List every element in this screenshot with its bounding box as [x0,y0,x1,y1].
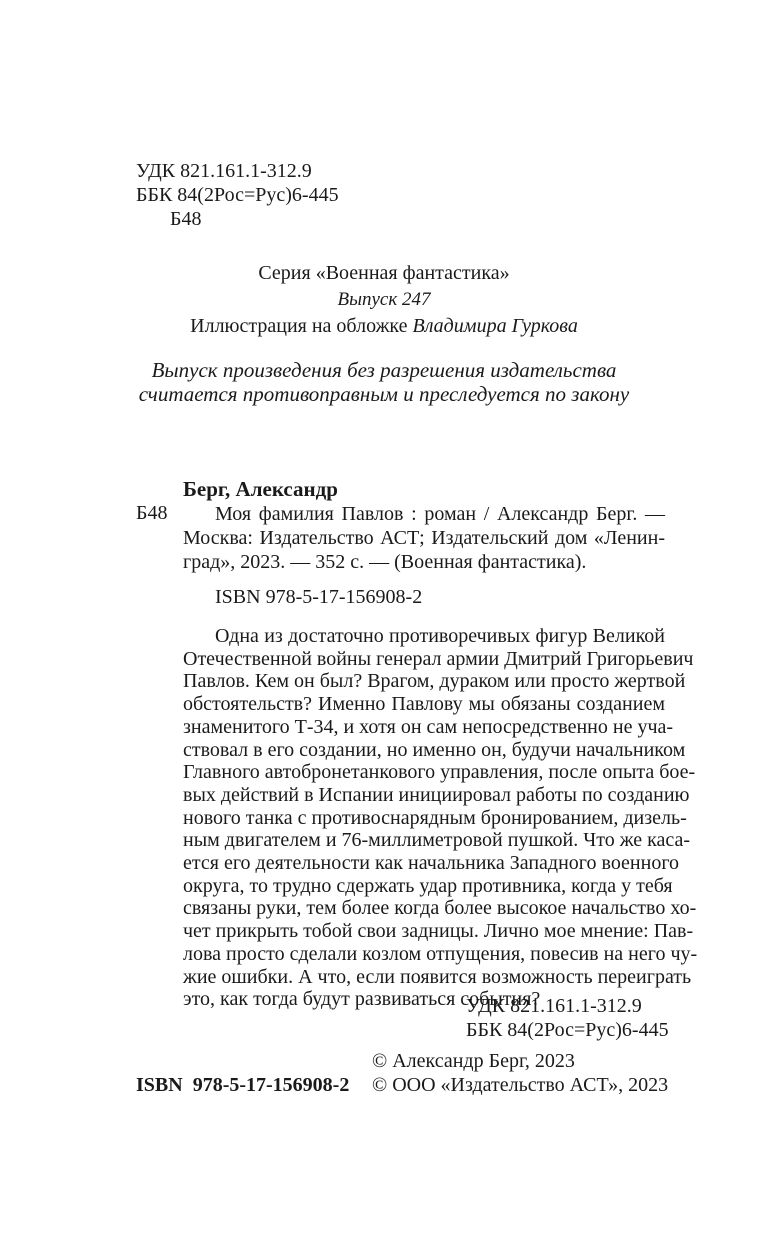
annotation-line: нового танка с противоснарядным бронированием, дизель- [183,806,687,829]
bib-line: Моя фамилия Павлов : роман / Александр Берг. — [215,503,665,525]
bib-isbn: ISBN 978-5-17-156908-2 [215,586,423,608]
bib-author: Берг, Александр [183,477,338,501]
footer-udk: УДК 821.161.1-312.9 [466,995,642,1017]
illustration-credit [0,315,768,338]
bib-line: Москва: Издательство АСТ; Издательский дом «Ленин- [183,527,665,549]
annotation-line: Павлов. Кем он был? Врагом, дураком или просто жертвой [183,670,686,693]
annotation-line: Главного автобронетанкового управления, после опыта бое- [183,761,696,784]
bib-line: град», 2023. — 352 с. — (Военная фантастика). [183,551,587,573]
annotation-line: связаны руки, тем более когда более высокое начальство хо- [183,897,697,920]
annotation-line: жие ошибки. А что, если появится возможность переиграть [183,965,692,988]
warning-line-1: Выпуск произведения без разрешения издательства [151,358,617,382]
header-udk: УДК 821.161.1-312.9 [136,160,312,182]
annotation-line: ется его деятельности как начальника Западного военного [183,852,680,875]
header-code: Б48 [170,208,202,230]
annotation-line: это, как тогда будут развиваться события? [183,988,541,1011]
annotation-line: чет прикрыть тобой свои задницы. Лично мое мнение: Пав- [183,920,694,943]
annotation-line: Отечественной войны генерал армии Дмитрий Григорьевич [183,647,694,670]
copyright-publisher: © ООО «Издательство АСТ», 2023 [372,1074,669,1096]
illustrator-name: Владимира Гуркова [412,315,578,337]
header-bbk: ББК 84(2Рос=Рус)6-445 [136,184,339,206]
annotation-line: знаменитого Т-34, и хотя он сам непосредственно не уча- [183,715,674,738]
footer-isbn: ISBN 978-5-17-156908-2 [136,1074,350,1096]
series-title: Серия «Военная фантастика» [258,262,510,284]
annotation-line: обстоятельств? Именно Павлову мы обязаны созданием [183,693,665,716]
bib-description [183,502,665,574]
annotation-line: ствовал в его создании, но именно он, будучи начальником [183,738,686,761]
annotation [183,625,698,1011]
annotation-line: вых действий в Испании инициировал работы по созданию [183,783,690,806]
annotation-line: округа, то трудно сдержать удар противника, когда у тебя [183,874,673,897]
series-issue: Выпуск 247 [337,289,431,310]
annotation-line: ным двигателем и 76-миллиметровой пушкой. Что же каса- [183,829,691,852]
illustration-prefix: Иллюстрация на обложке [190,315,413,337]
footer-bbk: ББК 84(2Рос=Рус)6-445 [466,1019,669,1041]
bib-code: Б48 [136,502,168,524]
copyright-author: © Александр Берг, 2023 [372,1050,575,1072]
warning-line-2: считается противоправным и преследуется по закону [138,382,630,406]
annotation-line: лова просто сделали козлом отпущения, повесив на него чу- [183,942,698,965]
annotation-line: Одна из достаточно противоречивых фигур Великой [215,625,665,647]
